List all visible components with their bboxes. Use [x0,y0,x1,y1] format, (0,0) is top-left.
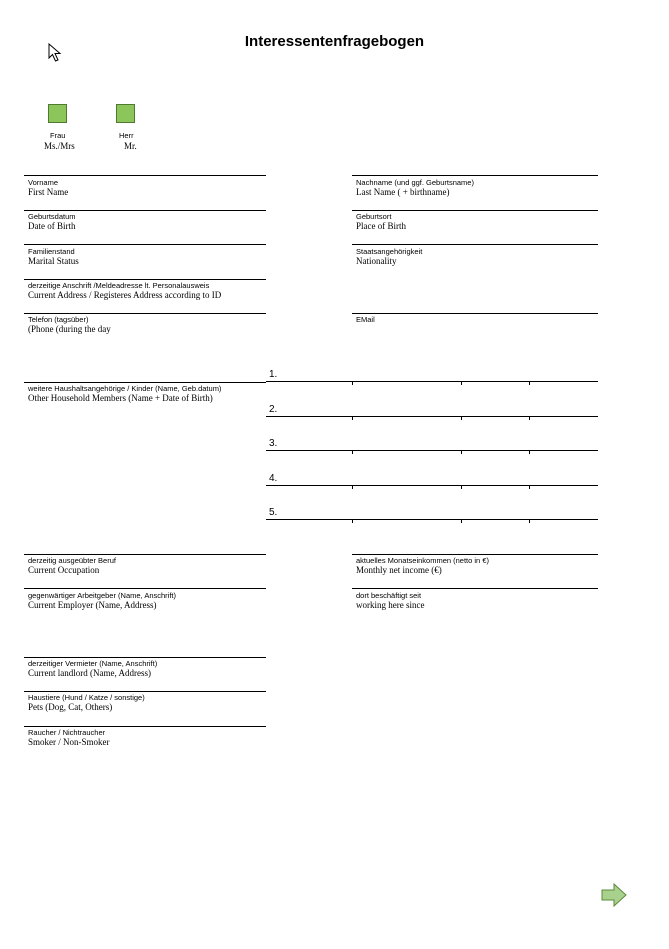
field-label-de: derzeitig ausgeübter Beruf [28,556,116,565]
salutation-frau-en: Ms./Mrs [44,141,75,151]
field-label-en: Nationality [356,256,397,266]
field-label-de: Staatsangehörigkeit [356,247,423,256]
field-smoker[interactable] [28,728,110,748]
divider [352,210,598,211]
divider [529,417,530,420]
divider [24,210,266,211]
divider [352,451,353,454]
field-label-de: Familienstand [28,247,75,256]
field-landlord[interactable] [28,659,157,679]
field-place-of-birth[interactable] [356,212,406,232]
field-employer[interactable] [28,591,176,611]
field-label-de: gegenwärtiger Arbeitgeber (Name, Anschrift) [28,591,176,600]
household-row-line[interactable] [266,450,598,451]
divider [24,554,266,555]
divider [24,382,266,383]
field-label-de: Raucher / Nichtraucher [28,728,106,737]
divider [24,691,266,692]
divider [461,382,462,385]
checkbox-frau[interactable] [48,104,67,123]
divider [461,417,462,420]
field-label-en: Current Employer (Name, Address) [28,600,157,610]
field-occupation[interactable] [28,556,116,576]
field-phone[interactable] [28,315,111,335]
field-monthly-income[interactable] [356,556,489,576]
household-row-number: 3. [269,438,278,449]
divider [352,313,598,314]
field-label-de: aktuelles Monatseinkommen (netto in €) [356,556,489,565]
divider [352,588,598,589]
field-employed-since[interactable] [356,591,424,611]
field-label-de: derzeitiger Vermieter (Name, Anschrift) [28,659,158,668]
divider [529,451,530,454]
divider [529,520,530,523]
divider [24,588,266,589]
household-row-number: 4. [269,473,278,484]
field-label-de: Haustiere (Hund / Katze / sonstige) [28,693,145,702]
field-label-en: working here since [356,600,425,610]
next-arrow-icon[interactable] [601,883,627,907]
field-date-of-birth[interactable] [28,212,76,232]
field-label-de: dort beschäftigt seit [356,591,422,600]
field-first-name[interactable] [28,178,68,198]
field-current-address[interactable] [28,281,221,301]
divider [529,486,530,489]
field-label-en: Current landlord (Name, Address) [28,668,151,678]
field-label-en: Last Name ( + birthname) [356,187,450,197]
field-label-de: Vorname [28,178,59,187]
divider [352,382,353,385]
field-label-de: derzeitige Anschrift /Meldeadresse lt. Personalausweis [28,281,210,290]
field-label-en: Current Occupation [28,565,100,575]
household-row-line[interactable] [266,416,598,417]
field-label-de: Geburtsort [356,212,392,221]
divider [24,244,266,245]
field-pets[interactable] [28,693,145,713]
household-row-number: 5. [269,507,278,518]
field-label-de: Geburtsdatum [28,212,76,221]
field-label-en: Monthly net income (€) [356,565,442,575]
household-row-line[interactable] [266,381,598,382]
page-title: Interessentenfragebogen [244,33,425,50]
household-row-number: 2. [269,404,278,415]
field-label-en: Current Address / Registeres Address according to ID [28,290,222,300]
salutation-herr-en: Mr. [124,141,137,151]
divider [24,175,266,176]
salutation-frau-de: Frau [50,131,66,140]
divider [461,486,462,489]
divider [352,417,353,420]
divider [352,175,598,176]
divider [461,451,462,454]
field-label-en: Smoker / Non-Smoker [28,737,110,747]
household-row-number: 1. [269,369,278,380]
field-label-en: Date of Birth [28,221,76,231]
field-label-de: EMail [356,315,375,324]
field-marital-status[interactable] [28,247,79,267]
field-label-en: Place of Birth [356,221,406,231]
divider [352,554,598,555]
field-label-de: weitere Haushaltsangehörige / Kinder (Name, Geb.datum) [28,384,222,393]
field-label-en: Pets (Dog, Cat, Others) [28,702,113,712]
household-row-line[interactable] [266,485,598,486]
divider [24,726,266,727]
field-label-en: First Name [28,187,69,197]
mouse-pointer-icon [48,43,64,63]
divider [24,657,266,658]
divider [24,279,266,280]
field-label-de: Nachname (und ggf. Geburtsname) [356,178,474,187]
checkbox-herr[interactable] [116,104,135,123]
field-email[interactable] [356,315,375,324]
field-label-de: Telefon (tagsüber) [28,315,89,324]
divider [352,244,598,245]
field-nationality[interactable] [356,247,422,267]
household-row-line[interactable] [266,519,598,520]
divider [352,486,353,489]
divider [529,382,530,385]
field-label-en: Other Household Members (Name + Date of Birth) [28,393,213,403]
divider [352,520,353,523]
field-household-members[interactable] [28,384,221,404]
divider [24,313,266,314]
field-label-en: (Phone (during the day [28,324,111,334]
field-label-en: Marital Status [28,256,79,266]
divider [461,520,462,523]
salutation-herr-de: Herr [119,131,134,140]
field-last-name[interactable] [356,178,474,198]
